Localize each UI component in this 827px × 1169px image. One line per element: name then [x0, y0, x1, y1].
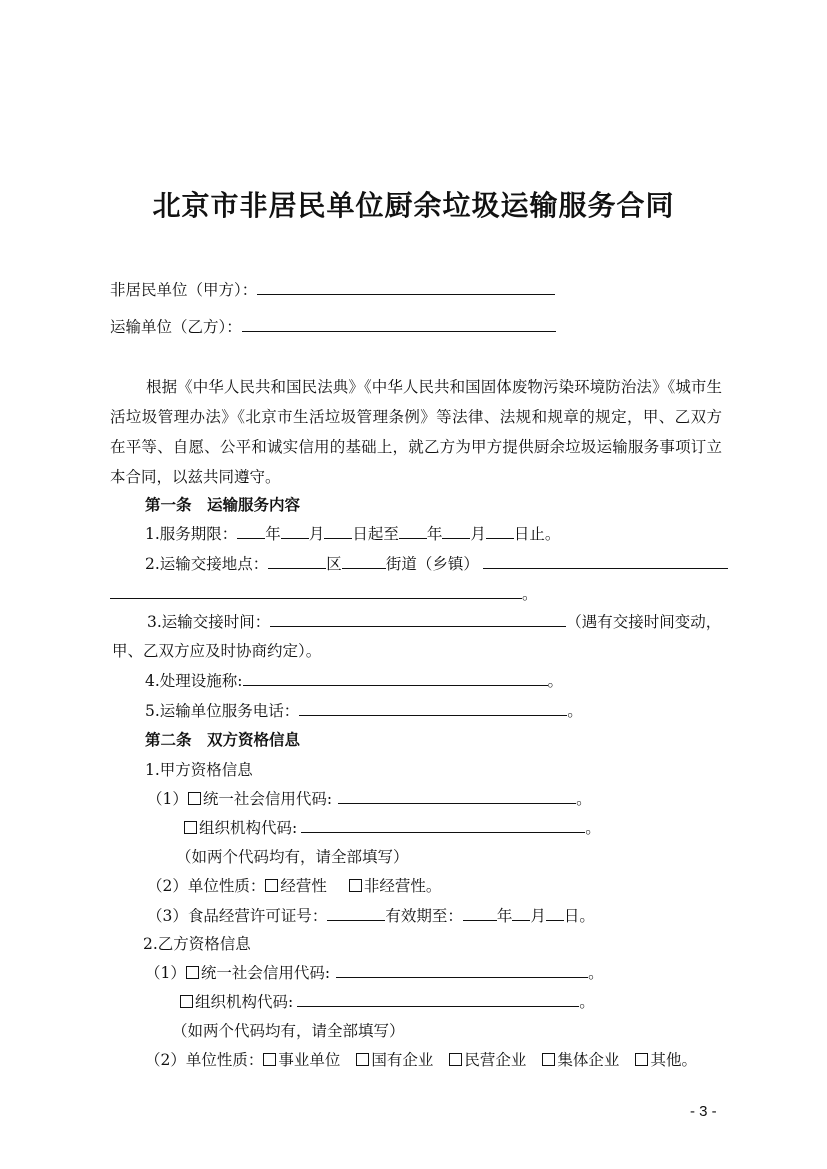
- a-valid-day-unit: 日。: [563, 907, 595, 925]
- start-day-blank[interactable]: [324, 524, 352, 539]
- a-nonbusiness-checkbox[interactable]: [349, 879, 362, 892]
- handover-time-blank[interactable]: [270, 612, 566, 627]
- party-a-label: 非居民单位（甲方）：: [110, 281, 258, 299]
- end-month-unit: 月: [470, 525, 486, 543]
- service-phone-blank[interactable]: [299, 701, 567, 716]
- street-blank[interactable]: [342, 554, 386, 569]
- handover-location-cont: [110, 583, 538, 605]
- party-b-label: 运输单位（乙方）：: [110, 318, 242, 336]
- b-credit-end: 。: [588, 964, 604, 982]
- end-year-unit: 年: [426, 525, 443, 543]
- b-credit-line: [145, 962, 604, 984]
- a-valid-label: 有效期至：: [385, 907, 463, 925]
- b-org-blank[interactable]: [297, 992, 579, 1007]
- location-detail-blank-2[interactable]: [110, 584, 522, 599]
- a-license-blank[interactable]: [327, 906, 385, 921]
- handover-time-cont: 甲、乙双方应及时协商约定）。: [112, 642, 322, 660]
- a-nonbusiness-label: 非经营性。: [363, 877, 442, 895]
- a-credit-label: 统一社会信用代码:: [202, 790, 333, 808]
- b-other-checkbox[interactable]: [635, 1053, 648, 1066]
- a-credit-blank[interactable]: [338, 789, 576, 804]
- b-collective-label: 集体企业: [557, 1051, 620, 1069]
- district-blank[interactable]: [268, 554, 326, 569]
- a-valid-month-blank[interactable]: [512, 906, 530, 921]
- a-org-end: 。: [585, 819, 601, 837]
- a-org-line: [184, 817, 601, 839]
- a-code-note: （如两个代码均有，请全部填写）: [176, 848, 409, 866]
- facility-end: 。: [547, 672, 564, 690]
- a-credit-checkbox[interactable]: [188, 792, 201, 805]
- a-license-label: （3）食品经营许可证号：: [147, 907, 328, 925]
- party-a-line: [110, 279, 555, 301]
- article-1-heading: 第一条 运输服务内容: [145, 495, 301, 514]
- handover-time-note: （遇有交接时间变动，: [566, 613, 722, 631]
- district-unit: 区: [326, 555, 342, 573]
- b-credit-label: 统一社会信用代码:: [200, 964, 331, 982]
- a-license-line: [147, 905, 595, 927]
- b-item1-number: （1）: [145, 964, 186, 982]
- service-phone-line: [145, 700, 583, 722]
- start-month-unit: 月: [308, 525, 325, 543]
- b-collective-checkbox[interactable]: [542, 1053, 555, 1066]
- location-detail-blank[interactable]: [483, 554, 728, 569]
- start-year-blank[interactable]: [237, 524, 265, 539]
- facility-blank[interactable]: [243, 671, 548, 686]
- b-org-checkbox[interactable]: [180, 995, 193, 1008]
- b-nature-line: [145, 1049, 697, 1071]
- service-phone-end: 。: [567, 702, 583, 720]
- b-public-institution-label: 事业单位: [278, 1051, 341, 1069]
- end-year-blank[interactable]: [399, 524, 427, 539]
- start-day-unit: 日起至: [352, 525, 399, 543]
- a-valid-day-blank[interactable]: [546, 906, 564, 921]
- facility-line: [145, 670, 563, 692]
- b-other-label: 其他。: [650, 1051, 697, 1069]
- b-public-institution-checkbox[interactable]: [263, 1053, 276, 1066]
- page-number: - 3 -: [690, 1103, 717, 1120]
- facility-label: 4.处理设施称:: [145, 672, 243, 690]
- b-org-end: 。: [579, 993, 595, 1011]
- party-b-line: [110, 316, 556, 338]
- handover-time-line: [147, 611, 721, 633]
- intro-paragraph: 根据《中华人民共和国民法典》《中华人民共和国固体废物污染环境防治法》《城市生活垃圾管理办法》《北京市生活垃圾管理条例》等法律、法规和规章的规定，甲、乙双方在平等、自愿、公平和诚实信用的基础上，就乙方为甲方提供厨余垃圾运输服务事项订立本合同，以兹共同遵守。: [110, 378, 722, 486]
- party-b-qual-heading: 2.乙方资格信息: [143, 935, 251, 953]
- a-valid-month-unit: 月: [530, 907, 546, 925]
- service-phone-label: 5.运输单位服务电话：: [145, 702, 300, 720]
- a-business-checkbox[interactable]: [265, 879, 278, 892]
- location-end: 。: [522, 585, 538, 603]
- b-org-line: [180, 991, 595, 1013]
- street-unit: 街道（乡镇）: [385, 555, 479, 573]
- start-year-unit: 年: [265, 525, 281, 543]
- service-period-label: 1.服务期限：: [145, 525, 238, 543]
- contract-title: 北京市非居民单位厨余垃圾运输服务合同: [152, 189, 675, 222]
- a-credit-end: 。: [576, 790, 592, 808]
- end-day-blank[interactable]: [486, 524, 514, 539]
- a-nature-label: （2）单位性质：: [147, 877, 266, 895]
- b-private-label: 民营企业: [464, 1051, 527, 1069]
- end-day-unit: 日止。: [513, 525, 561, 543]
- b-nature-label: （2）单位性质：: [145, 1051, 264, 1069]
- a-item1-number: （1）: [147, 790, 188, 808]
- b-state-owned-label: 国有企业: [371, 1051, 434, 1069]
- party-b-blank[interactable]: [242, 317, 556, 332]
- a-org-blank[interactable]: [301, 818, 585, 833]
- article-2-heading: 第二条 双方资格信息: [145, 730, 301, 749]
- handover-location-line: [145, 553, 728, 575]
- b-state-owned-checkbox[interactable]: [356, 1053, 369, 1066]
- b-credit-checkbox[interactable]: [186, 966, 199, 979]
- party-a-blank[interactable]: [257, 280, 555, 295]
- start-month-blank[interactable]: [281, 524, 309, 539]
- a-org-checkbox[interactable]: [184, 821, 197, 834]
- handover-location-label: 2.运输交接地点：: [145, 555, 269, 573]
- handover-time-label: 3.运输交接时间：: [147, 613, 271, 631]
- a-business-label: 经营性: [280, 877, 327, 895]
- a-valid-year-unit: 年: [496, 907, 513, 925]
- b-private-checkbox[interactable]: [449, 1053, 462, 1066]
- a-nature-line: [147, 875, 441, 897]
- service-period-line: [145, 523, 560, 545]
- end-month-blank[interactable]: [442, 524, 470, 539]
- b-code-note: （如两个代码均有，请全部填写）: [172, 1022, 405, 1040]
- party-a-qual-heading: 1.甲方资格信息: [145, 761, 253, 779]
- a-org-label: 组织机构代码:: [199, 819, 298, 837]
- a-credit-line: [147, 788, 592, 810]
- a-valid-year-blank[interactable]: [463, 906, 497, 921]
- b-credit-blank[interactable]: [336, 963, 588, 978]
- b-org-label: 组织机构代码:: [195, 993, 294, 1011]
